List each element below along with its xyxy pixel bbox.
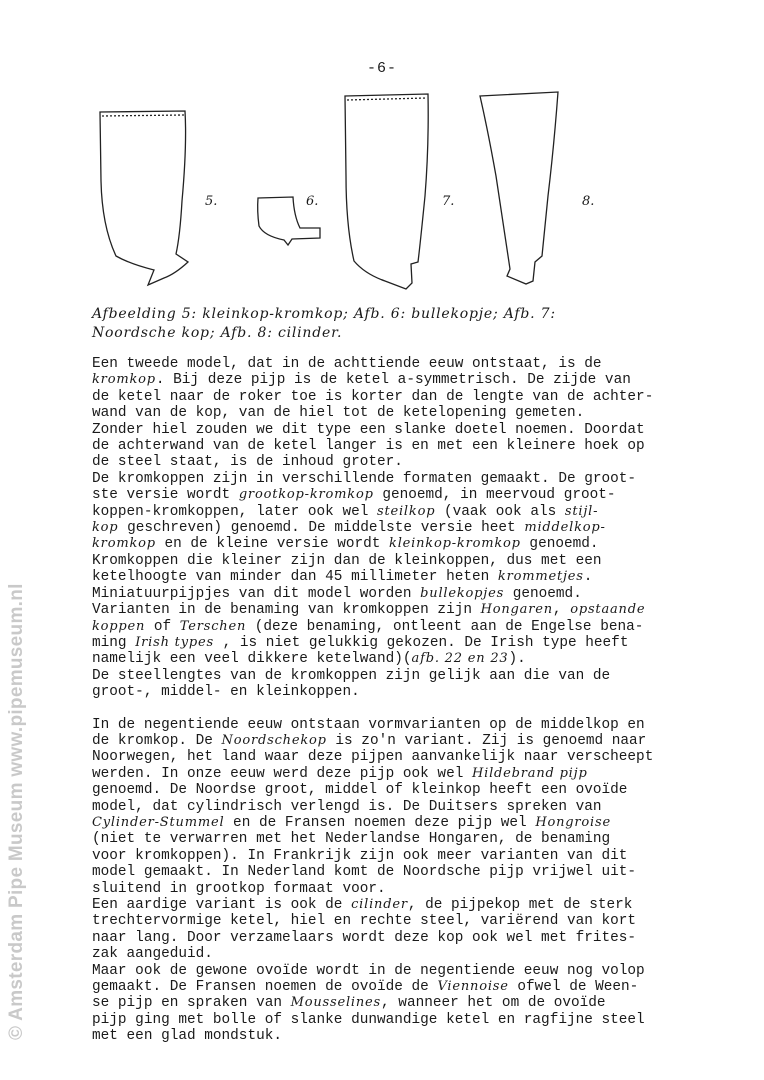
pipe-7-drawing	[345, 94, 428, 289]
text-segment: (deze benaming, ontleent aan de Engelse bena-	[246, 618, 644, 635]
text-line	[92, 995, 712, 1011]
text-segment: voor kromkoppen). In Frankrijk zijn ook meer varianten van dit	[92, 847, 628, 864]
text-line	[92, 946, 712, 962]
italic-term: kromkop	[92, 536, 156, 552]
text-segment: , de pijpekop met de sterk	[407, 897, 633, 913]
italic-term: koppen	[92, 618, 146, 634]
text-line	[92, 848, 712, 864]
text-line	[92, 831, 712, 847]
text-segment: ofwel de Ween-	[508, 979, 639, 996]
text-line	[92, 471, 712, 487]
figure-label-7: 7.	[442, 194, 455, 209]
text-line	[92, 815, 712, 831]
text-segment: genoemd. De Noordse groot, middel of kleinkop heeft een ovoïde	[92, 782, 628, 799]
text-line	[92, 372, 712, 388]
italic-term: Hildebrand pijp	[471, 765, 588, 781]
text-segment: trechtervormige ketel, hiel en rechte steel, variërend van kort	[92, 913, 637, 930]
text-line	[92, 389, 712, 405]
text-segment: Varianten in de benaming van kromkoppen zijn	[92, 602, 481, 619]
text-line	[92, 487, 712, 503]
italic-term: Terschen	[179, 618, 247, 634]
text-line	[92, 356, 712, 372]
text-segment: se pijp en spraken van	[92, 995, 291, 1012]
text-segment: werden. In onze eeuw werd deze pijp ook wel	[92, 765, 472, 782]
text-segment: is zo'n variant. Zij is genoemd naar	[326, 732, 647, 749]
text-segment: De steellengtes van de kromkoppen zijn gelijk aan die van de	[92, 667, 611, 684]
page-number: -6-	[366, 60, 397, 77]
italic-term: grootkop-kromkop	[238, 487, 374, 503]
text-segment: genoemd.	[520, 536, 599, 553]
watermark: © Amsterdam Pipe Museum www.pipemuseum.nl	[6, 583, 27, 1040]
italic-term: afb. 22 en 23	[411, 651, 509, 667]
text-segment: . Bij deze pijp is de ketel a-symmetrisch. De zijde van	[155, 372, 631, 389]
italic-term: cilinder	[351, 897, 408, 912]
italic-term: kop	[92, 520, 119, 536]
text-line	[92, 536, 712, 552]
text-segment: koppen-kromkoppen, later ook wel	[92, 503, 377, 520]
text-segment: geschreven) genoemd. De middelste versie heet	[118, 520, 525, 537]
text-segment: of	[145, 618, 180, 635]
italic-term: bullekopjes	[420, 585, 505, 601]
italic-term: middelkop-	[524, 520, 606, 536]
italic-term: Cylinder-Stummel	[92, 814, 225, 830]
text-line	[92, 913, 712, 929]
text-segment: , is niet gelukkig gekozen. De Irish type heeft	[213, 634, 629, 651]
text-segment: Zonder hiel zouden we dit type een slanke doetel noemen. Doordat	[92, 421, 645, 438]
text-segment: Maar ook de gewone ovoïde wordt in de negentiende eeuw nog volop	[92, 962, 645, 979]
text-line	[92, 1028, 712, 1044]
text-segment: de ketel naar de roker toe is korter dan de lengte van de achter-	[92, 388, 654, 405]
italic-term: Mousselines	[290, 995, 382, 1011]
italic-term: kleinkop-kromkop	[389, 536, 521, 552]
text-segment: De kromkoppen zijn in verschillende formaten gemaakt. De groot-	[92, 470, 637, 487]
text-segment: de kromkop. De	[92, 732, 222, 749]
text-line	[92, 619, 712, 635]
text-segment: ste versie wordt	[92, 487, 239, 504]
text-segment: naar lang. Door verzamelaars wordt deze kop ook wel met frites-	[92, 929, 637, 946]
text-segment: zak aangeduid.	[92, 946, 213, 963]
text-line	[92, 684, 712, 700]
italic-term: Viennoise	[437, 979, 509, 995]
text-line	[92, 749, 712, 765]
text-segment: .	[583, 569, 593, 586]
text-segment: groot-, middel- en kleinkoppen.	[92, 684, 360, 701]
figure-label-5: 5.	[205, 194, 218, 209]
body-text	[92, 356, 712, 1045]
text-line	[92, 405, 712, 421]
text-segment: (vaak ook als	[435, 503, 565, 520]
text-segment: ketelhoogte van minder dan 45 millimeter heten	[92, 569, 498, 586]
text-line	[92, 799, 712, 815]
text-line	[92, 717, 712, 733]
paragraph-gap	[92, 701, 712, 717]
text-line	[92, 897, 712, 913]
text-line	[92, 569, 712, 585]
text-segment: Kromkoppen die kleiner zijn dan de kleinkoppen, dus met een	[92, 552, 602, 569]
text-segment: In de negentiende eeuw ontstaan vormvarianten op de middelkop en	[92, 716, 645, 733]
text-segment: model, dat cylindrisch verlengd is. De Duitsers spreken van	[92, 798, 602, 815]
text-line	[92, 454, 712, 470]
italic-term: Noordschekop	[221, 732, 327, 748]
text-line	[92, 586, 712, 602]
text-line	[92, 438, 712, 454]
text-segment: wand van de kop, van de hiel tot de ketelopening gemeten.	[92, 405, 585, 422]
text-line	[92, 864, 712, 880]
text-segment: ).	[508, 651, 526, 668]
text-segment: ming	[92, 634, 136, 651]
text-segment: , wanneer het om de ovoïde	[381, 995, 606, 1012]
figure-label-6: 6.	[306, 194, 319, 209]
text-line	[92, 520, 712, 536]
text-line	[92, 881, 712, 897]
text-segment: met een glad mondstuk.	[92, 1028, 282, 1045]
text-segment: ,	[552, 602, 571, 619]
text-segment: (niet te verwarren met het Nederlandse Hongaren, de benaming	[92, 831, 611, 848]
text-line	[92, 979, 712, 995]
italic-term: kromkop	[92, 372, 156, 388]
italic-term: Hongroise	[535, 814, 611, 830]
pipe-8-drawing	[480, 92, 558, 284]
text-segment: en de kleine versie wordt	[155, 536, 390, 553]
italic-term: krommetjes	[497, 569, 584, 585]
figure-label-8: 8.	[582, 194, 595, 209]
text-line	[92, 602, 712, 618]
text-segment: genoemd, in meervoud groot-	[373, 487, 616, 504]
text-segment: Een aardige variant is ook de	[92, 897, 352, 913]
text-segment: Noorwegen, het land waar deze pijpen aanvankelijk naar verscheept	[92, 749, 654, 766]
pipe-5-drawing	[100, 111, 188, 285]
text-line	[92, 930, 712, 946]
text-line	[92, 422, 712, 438]
text-segment: gemaakt. De Fransen noemen de ovoïde de	[92, 979, 438, 996]
text-segment: namelijk een veel dikkere ketelwand)(	[92, 651, 412, 668]
text-segment: Miniatuurpijpjes van dit model worden	[92, 585, 421, 602]
text-line	[92, 668, 712, 684]
figure-caption	[92, 305, 692, 343]
text-segment: pijp ging met bolle of slanke dunwandige ketel en ragfijne steel	[92, 1011, 645, 1028]
text-line	[92, 553, 712, 569]
text-segment: Een tweede model, dat in de achttiende eeuw ontstaat, is de	[92, 356, 602, 372]
text-line	[92, 1012, 712, 1028]
text-line	[92, 504, 712, 520]
text-segment: sluitend in grootkop formaat voor.	[92, 880, 386, 897]
italic-term: steilkop	[376, 503, 436, 519]
text-segment: en de Fransen noemen deze pijp wel	[224, 814, 536, 831]
caption-line-1: Afbeelding 5: kleinkop-kromkop; Afb. 6: bullekopje; Afb. 7:	[92, 306, 556, 322]
text-segment: genoemd.	[504, 585, 582, 602]
italic-term: opstaande	[570, 602, 646, 618]
caption-line-2: Noordsche kop; Afb. 8: cilinder.	[92, 325, 343, 341]
text-line	[92, 635, 712, 651]
italic-term: stijl-	[564, 503, 599, 519]
text-segment: de steel staat, is de inhoud groter.	[92, 454, 403, 471]
pipe-figures	[80, 86, 700, 296]
text-line	[92, 782, 712, 798]
text-line	[92, 766, 712, 782]
italic-term: Irish types	[135, 634, 214, 650]
text-segment: model gemaakt. In Nederland komt de Noordsche pijp vrijwel uit-	[92, 864, 637, 881]
pipe-drawings	[80, 86, 700, 296]
italic-term: Hongaren	[480, 602, 553, 618]
text-line	[92, 733, 712, 749]
text-segment: de achterwand van de ketel langer is en met een kleinere hoek op	[92, 438, 645, 455]
text-line	[92, 963, 712, 979]
text-line	[92, 651, 712, 667]
